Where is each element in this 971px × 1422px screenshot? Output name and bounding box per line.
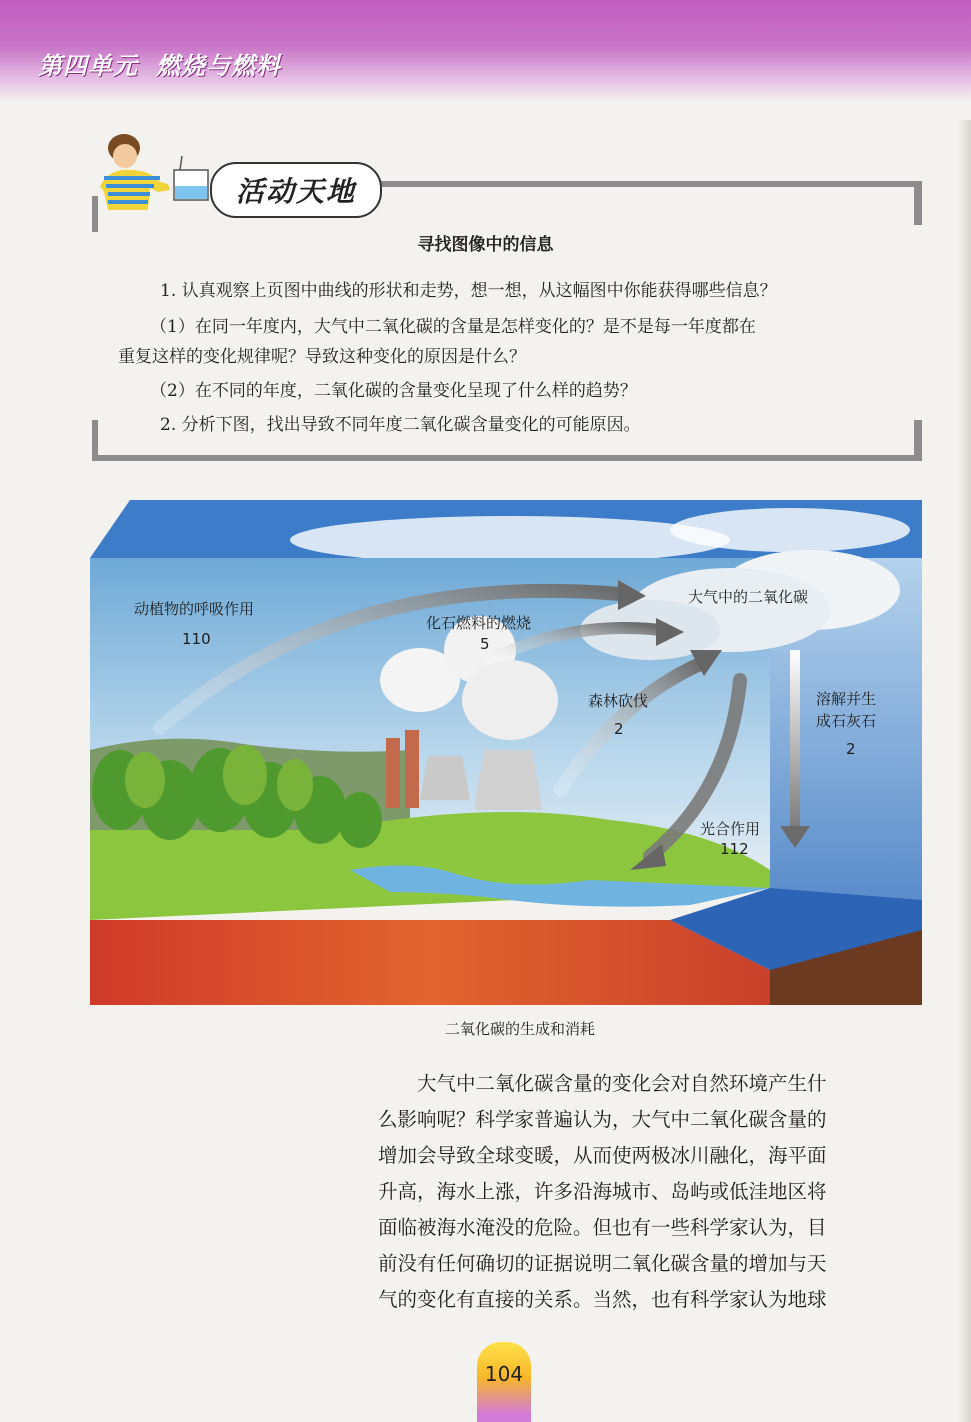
body-line-7: 气的变化有直接的关系。当然，也有科学家认为地球	[378, 1288, 827, 1311]
child-mascot-icon	[90, 126, 210, 216]
unit-title	[38, 46, 281, 81]
activity-line-1: 1. 认真观察上页图中曲线的形状和走势，想一想，从这幅图中你能获得哪些信息？	[160, 281, 777, 301]
activity-line-5: 2. 分析下图，找出导致不同年度二氧化碳含量变化的可能原因。	[160, 415, 641, 435]
diagram-caption: 二氧化碳的生成和消耗	[444, 1020, 595, 1038]
respiration-value: 110	[182, 630, 211, 648]
atmosphere-co2-label: 大气中的二氧化碳	[688, 588, 809, 606]
body-line-2: 么影响呢？科学家普遍认为，大气中二氧化碳含量的	[378, 1108, 827, 1131]
earth-front-face	[90, 920, 770, 1005]
body-line-5: 面临被海水淹没的危险。但也有一些科学家认为，目	[378, 1216, 827, 1239]
unit-name: 燃烧与燃料	[156, 52, 281, 80]
activity-badge: 活动天地	[210, 162, 382, 218]
activity-line-2: （1）在同一年度内，大气中二氧化碳的含量是怎样变化的？是不是每一年度都在	[150, 317, 756, 337]
body-text	[378, 1066, 923, 1318]
dissolve-label-line2: 成石灰石	[816, 712, 877, 730]
activity-heading: 寻找图像中的信息	[417, 235, 554, 255]
fossil-fuel-label: 化石燃料的燃烧	[426, 614, 532, 632]
dissolve-value: 2	[846, 740, 856, 758]
unit-number: 第四单元	[38, 52, 138, 80]
deforestation-value: 2	[614, 720, 624, 738]
body-line-3: 增加会导致全球变暖，从而使两极冰川融化，海平面	[378, 1144, 827, 1167]
carbon-cycle-diagram	[90, 500, 922, 1005]
fossil-fuel-value: 5	[480, 635, 490, 653]
body-line-6: 前没有任何确切的证据说明二氧化碳含量的增加与天	[378, 1252, 827, 1275]
activity-top-rule	[290, 181, 922, 187]
body-line-4: 升高，海水上涨，许多沿海城市、岛屿或低洼地区将	[378, 1180, 827, 1203]
body-line-1: 大气中二氧化碳含量的变化会对自然环境产生什	[417, 1072, 827, 1095]
activity-line-4: （2）在不同的年度，二氧化碳的含量变化呈现了什么样的趋势？	[150, 381, 637, 401]
activity-bottom-rule	[92, 455, 922, 461]
page-number: 104	[484, 1362, 524, 1386]
photosynthesis-value: 112	[720, 840, 749, 858]
deforestation-label: 森林砍伐	[588, 692, 649, 710]
respiration-label: 动植物的呼吸作用	[134, 600, 255, 618]
activity-right-post	[914, 181, 922, 225]
page-edge-shadow	[958, 120, 971, 1422]
activity-line-3: 重复这样的变化规律呢？导致这种变化的原因是什么？	[118, 347, 526, 367]
activity-bottom-left-post	[92, 420, 98, 460]
activity-bottom-right-post	[914, 420, 922, 460]
photosynthesis-label: 光合作用	[700, 820, 761, 838]
dissolve-label-line1: 溶解并生	[816, 690, 877, 708]
